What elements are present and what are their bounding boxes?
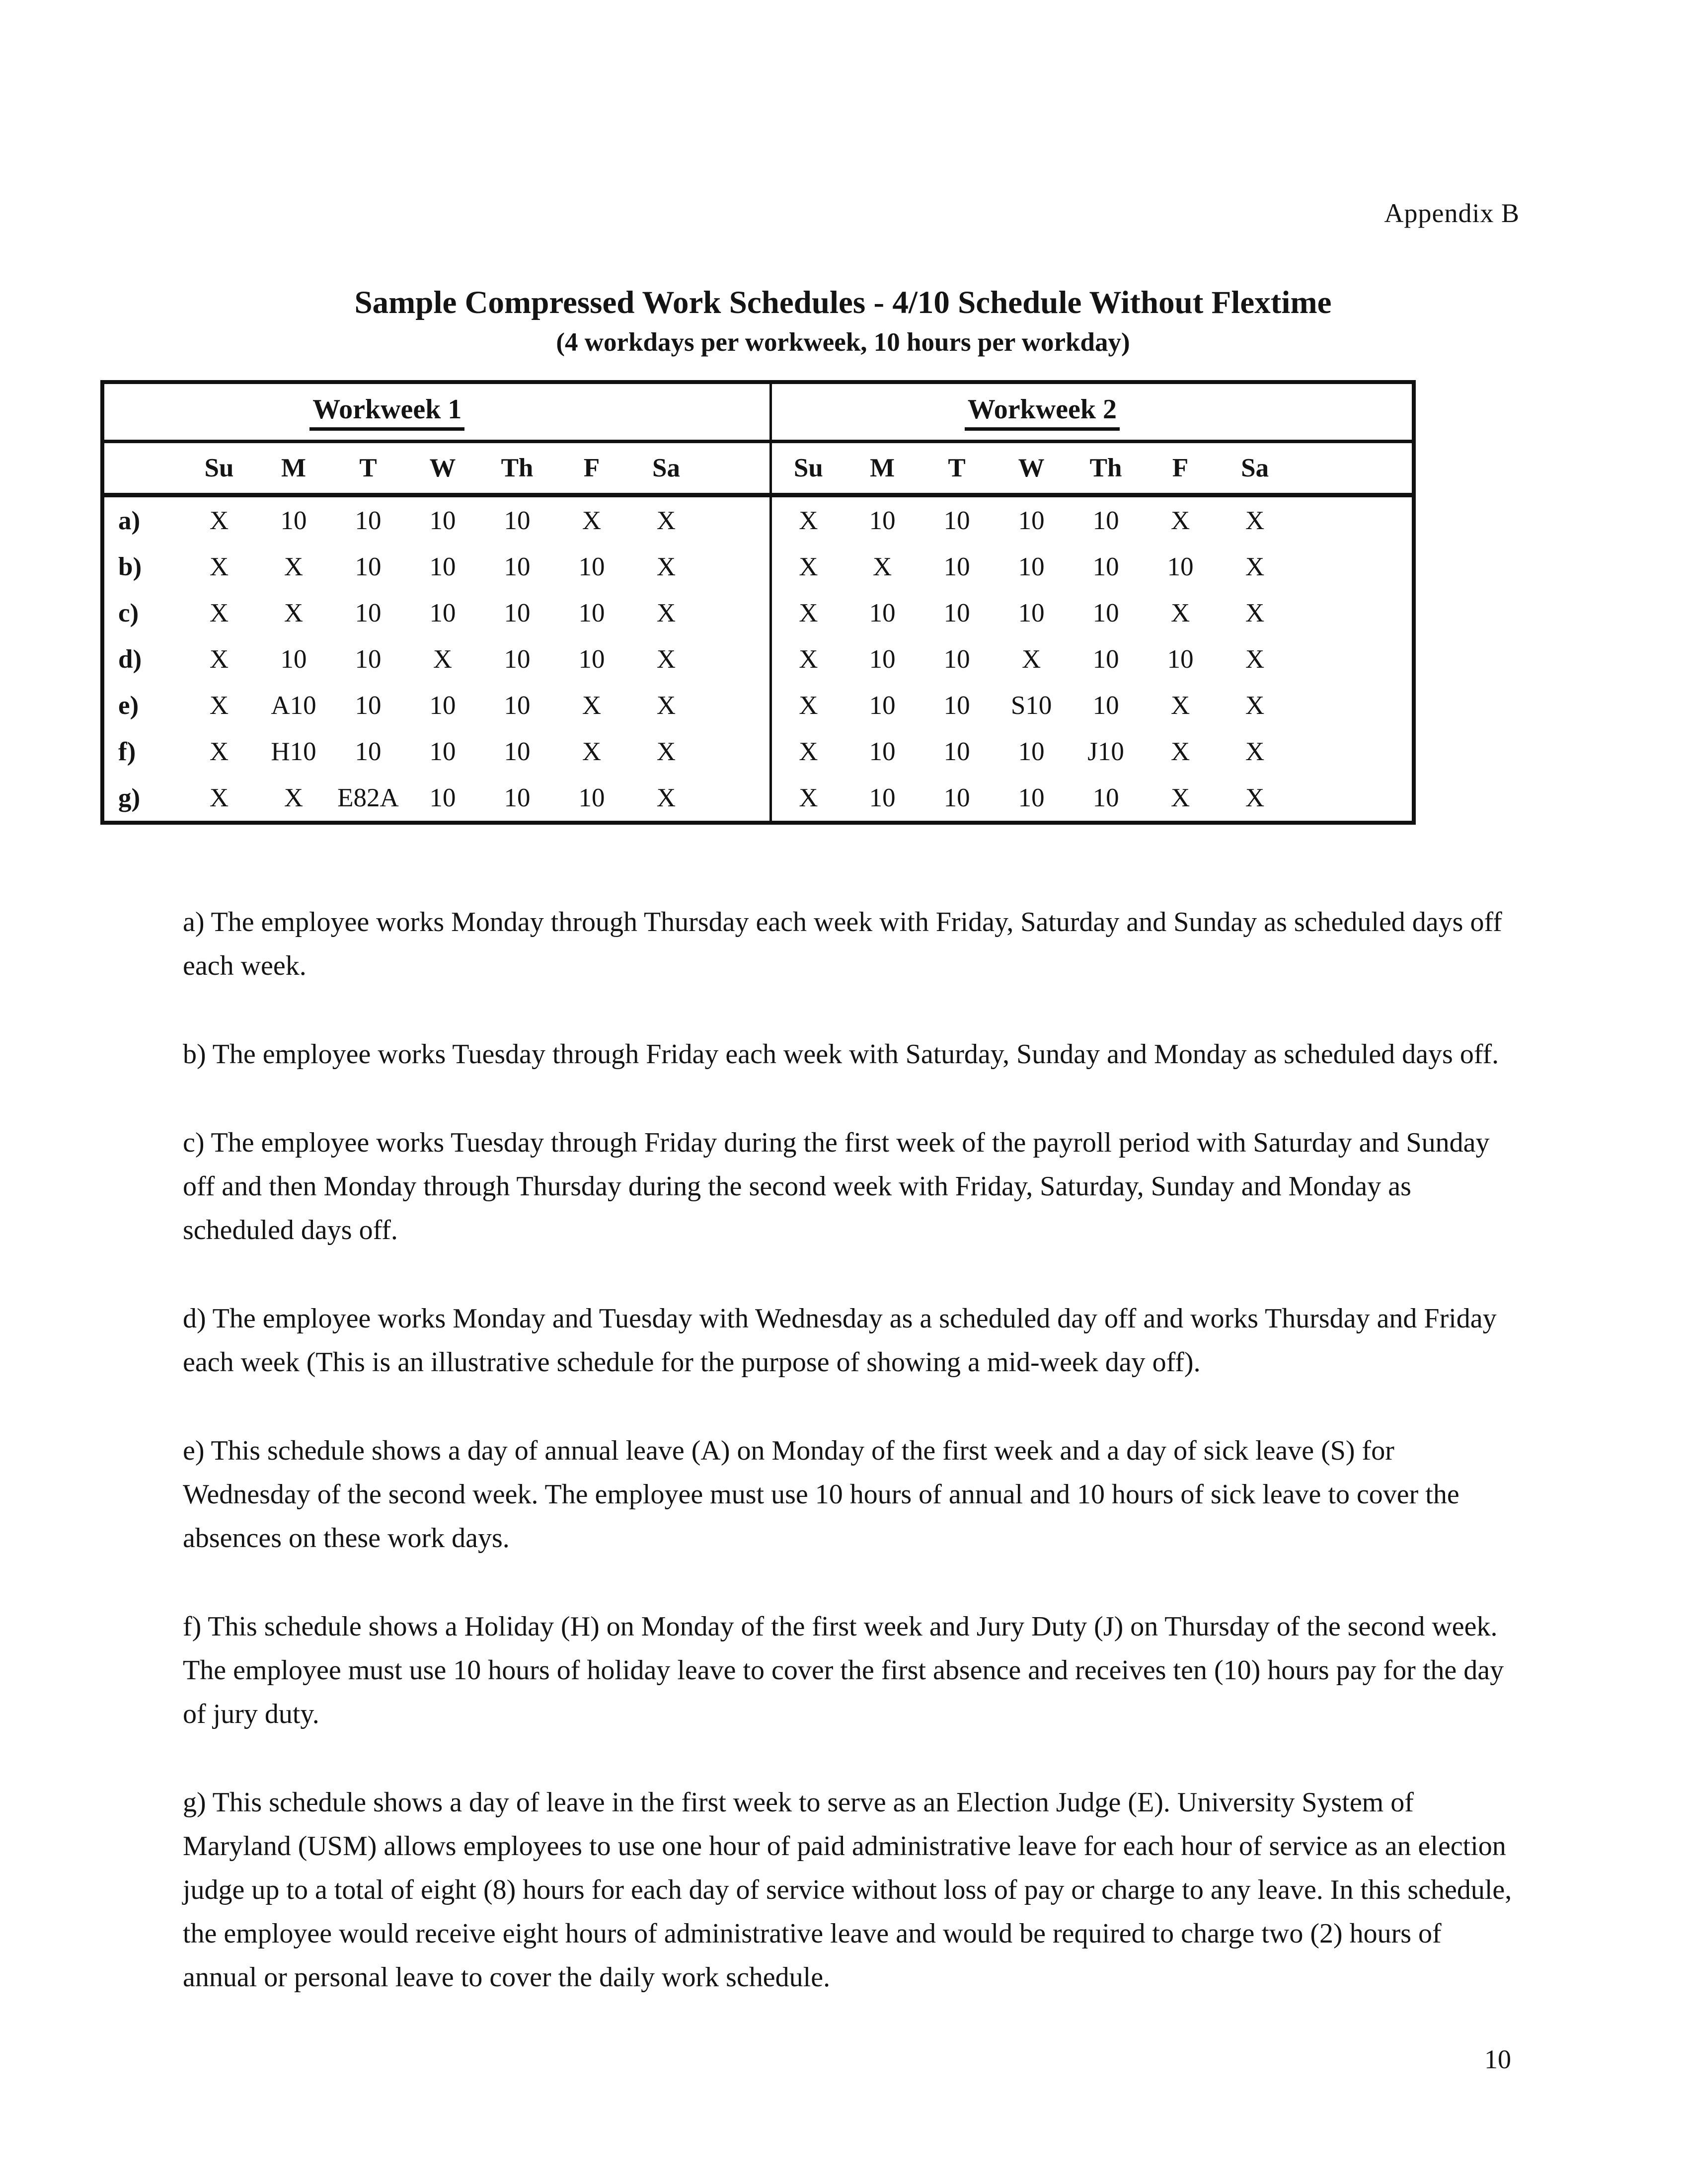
schedule-cell: X — [656, 644, 676, 674]
schedule-cell: 10 — [869, 737, 896, 766]
spacer-cell — [1292, 495, 1414, 544]
schedule-cell: 10 — [355, 552, 382, 581]
row-label: f) — [118, 737, 136, 766]
spacer-cell — [703, 544, 770, 590]
schedule-cell: X — [433, 644, 453, 674]
schedule-cell: X — [209, 783, 229, 812]
schedule-cell: X — [1170, 783, 1190, 812]
schedule-cell: X — [799, 691, 818, 720]
schedule-cell: X — [656, 506, 676, 535]
schedule-cell: 10 — [1167, 552, 1194, 581]
workweek-header-row — [102, 382, 1414, 442]
table-row — [102, 544, 1414, 590]
schedule-cell: 10 — [504, 506, 531, 535]
schedule-cell: X — [1245, 506, 1265, 535]
schedule-cell: X — [1245, 598, 1265, 627]
spacer-cell — [1292, 775, 1414, 823]
schedule-cell: 10 — [429, 783, 456, 812]
row-label: c) — [118, 598, 139, 627]
schedule-cell: X — [1245, 737, 1265, 766]
day-header-row — [102, 442, 1414, 495]
schedule-cell: E82A — [337, 783, 399, 812]
schedule-cell: 10 — [1092, 552, 1119, 581]
schedule-cell: 10 — [504, 737, 531, 766]
day-header-sa-2: Sa — [1218, 442, 1292, 495]
day-header-t: T — [331, 442, 405, 495]
spacer-cell — [703, 682, 770, 728]
table-row — [102, 495, 1414, 544]
schedule-cell: 10 — [1018, 598, 1045, 627]
schedule-cell: J10 — [1087, 737, 1124, 766]
spacer-cell — [703, 590, 770, 636]
schedule-cell: 10 — [1018, 737, 1045, 766]
spacer-cell — [1292, 682, 1414, 728]
schedule-cell: X — [656, 552, 676, 581]
schedule-cell: X — [1245, 783, 1265, 812]
schedule-cell: X — [1170, 506, 1190, 535]
workweek2-header: Workweek 2 — [965, 393, 1120, 431]
schedule-cell: 10 — [1167, 644, 1194, 674]
schedule-cell: X — [1245, 552, 1265, 581]
page-subtitle: (4 workdays per workweek, 10 hours per workday) — [556, 328, 1130, 357]
schedule-cell: 10 — [578, 644, 605, 674]
schedule-cell: 10 — [355, 644, 382, 674]
note-paragraph-f: f) This schedule shows a Holiday (H) on Monday of the first week and Jury Duty (J) on Thursday of the second week. The employee must use 10 hours of holiday leave to cover the first absence and receives ten (10) hours pay for the day of jury duty. — [183, 1611, 1504, 1729]
schedule-cell: 10 — [429, 691, 456, 720]
schedule-cell: X — [872, 552, 892, 581]
day-header-w: W — [405, 442, 480, 495]
schedule-cell: A10 — [271, 691, 316, 720]
schedule-cell: 10 — [943, 506, 970, 535]
schedule-cell: 10 — [869, 506, 896, 535]
day-header-sa: Sa — [629, 442, 703, 495]
schedule-cell: 10 — [1092, 598, 1119, 627]
schedule-cell: 10 — [355, 691, 382, 720]
spacer-cell — [1292, 728, 1414, 775]
schedule-cell: X — [209, 598, 229, 627]
schedule-cell: X — [1170, 691, 1190, 720]
schedule-cell: 10 — [504, 644, 531, 674]
label-column-header — [102, 442, 182, 495]
schedule-cell: X — [799, 552, 818, 581]
schedule-cell: X — [284, 552, 304, 581]
note-paragraph-e: e) This schedule shows a day of annual leave (A) on Monday of the first week and a day of sick leave (S) for Wednesday of the second week. The employee must use 10 hours of annual and 10 hours of sick leave to cover the absences on these work days. — [183, 1435, 1459, 1554]
schedule-cell: X — [1170, 598, 1190, 627]
schedule-cell: 10 — [578, 598, 605, 627]
schedule-cell: 10 — [943, 644, 970, 674]
schedule-cell: X — [582, 737, 602, 766]
day-header-m-2: M — [845, 442, 920, 495]
schedule-cell: 10 — [1018, 506, 1045, 535]
schedule-cell: X — [799, 737, 818, 766]
schedule-cell: 10 — [1092, 691, 1119, 720]
schedule-cell: 10 — [1092, 506, 1119, 535]
row-label: g) — [118, 783, 141, 812]
workweek1-header-cell — [102, 382, 770, 442]
schedule-table-body — [102, 495, 1414, 823]
schedule-cell: 10 — [869, 598, 896, 627]
schedule-cell: 10 — [869, 691, 896, 720]
page-number: 10 — [1484, 2044, 1511, 2074]
day-header-f: F — [554, 442, 629, 495]
schedule-cell: X — [582, 506, 602, 535]
schedule-cell: X — [1170, 737, 1190, 766]
schedule-cell: X — [582, 691, 602, 720]
schedule-cell: 10 — [280, 506, 307, 535]
spacer-cell — [1292, 636, 1414, 682]
row-label: d) — [118, 644, 142, 674]
schedule-cell: X — [656, 737, 676, 766]
table-row — [102, 636, 1414, 682]
schedule-cell: X — [209, 737, 229, 766]
workweek1-header: Workweek 1 — [309, 393, 464, 431]
day-header-su: Su — [182, 442, 256, 495]
schedule-cell: 10 — [943, 552, 970, 581]
schedule-cell: 10 — [943, 783, 970, 812]
schedule-cell: 10 — [355, 506, 382, 535]
note-paragraph-d: d) The employee works Monday and Tuesday with Wednesday as a scheduled day off and works Thursday and Friday each week (This is an illustrative schedule for the purpose of showing a mid-week day off). — [183, 1303, 1497, 1378]
schedule-cell: H10 — [271, 737, 316, 766]
schedule-cell: 10 — [429, 737, 456, 766]
schedule-cell: X — [799, 644, 818, 674]
day-header-t-2: T — [920, 442, 994, 495]
schedule-cell: 10 — [1092, 644, 1119, 674]
workweek2-header-cell — [770, 382, 1414, 442]
schedule-cell: S10 — [1010, 691, 1052, 720]
schedule-cell: X — [1245, 644, 1265, 674]
schedule-cell: 10 — [429, 552, 456, 581]
schedule-cell: 10 — [504, 598, 531, 627]
schedule-cell: 10 — [355, 737, 382, 766]
schedule-cell: 10 — [869, 644, 896, 674]
schedule-cell: 10 — [1018, 783, 1045, 812]
schedule-cell: X — [656, 783, 676, 812]
page-title: Sample Compressed Work Schedules - 4/10 Schedule Without Flextime — [354, 285, 1332, 320]
schedule-cell: 10 — [280, 644, 307, 674]
note-paragraph-a: a) The employee works Monday through Thursday each week with Friday, Saturday and Sunday as scheduled days off each week. — [183, 907, 1502, 981]
schedule-cell: X — [209, 644, 229, 674]
spacer-cell — [703, 495, 770, 544]
schedule-cell: 10 — [504, 691, 531, 720]
schedule-cell: X — [284, 783, 304, 812]
schedule-cell: 10 — [429, 506, 456, 535]
schedule-cell: 10 — [943, 691, 970, 720]
note-paragraph-g: g) This schedule shows a day of leave in the first week to serve as an Election Judge (E). University System of Maryland (USM) allows employees to use one hour of paid administrative leave for each hour of service as an election judge up to a total of eight (8) hours for each day of service without loss of pay or charge to any leave. In this schedule, the employee would receive eight hours of administrative leave and would be required to charge two (2) hours of annual or personal leave to cover the daily work schedule. — [183, 1787, 1512, 1993]
schedule-cell: 10 — [578, 783, 605, 812]
schedule-cell: X — [656, 691, 676, 720]
schedule-cell: X — [209, 506, 229, 535]
day-header-f-2: F — [1143, 442, 1218, 495]
table-row — [102, 682, 1414, 728]
schedule-cell: 10 — [504, 783, 531, 812]
table-row — [102, 590, 1414, 636]
spacer-cell — [1292, 442, 1414, 495]
day-header-m: M — [256, 442, 331, 495]
spacer-cell — [703, 442, 770, 495]
row-label: e) — [118, 691, 139, 720]
schedule-cell: 10 — [943, 598, 970, 627]
schedule-cell: 10 — [578, 552, 605, 581]
schedule-table — [100, 380, 1416, 825]
note-paragraph-c: c) The employee works Tuesday through Friday during the first week of the payroll period with Saturday and Sunday off and then Monday through Thursday during the second week with Friday, Saturday, Sunday and Monday as scheduled days off. — [183, 1127, 1490, 1246]
schedule-cell: 10 — [943, 737, 970, 766]
spacer-cell — [1292, 590, 1414, 636]
schedule-cell: X — [209, 552, 229, 581]
day-header-w-2: W — [994, 442, 1069, 495]
table-row — [102, 775, 1414, 823]
schedule-cell: X — [1021, 644, 1041, 674]
schedule-cell: 10 — [504, 552, 531, 581]
schedule-cell: X — [799, 506, 818, 535]
spacer-cell — [1292, 544, 1414, 590]
schedule-cell: X — [799, 783, 818, 812]
schedule-cell: X — [656, 598, 676, 627]
day-header-su-2: Su — [770, 442, 845, 495]
schedule-cell: X — [799, 598, 818, 627]
spacer-cell — [703, 728, 770, 775]
row-label: b) — [118, 552, 142, 581]
table-row — [102, 728, 1414, 775]
appendix-label: Appendix B — [1384, 198, 1520, 228]
schedule-cell: 10 — [869, 783, 896, 812]
day-header-th-2: Th — [1069, 442, 1143, 495]
day-header-th: Th — [480, 442, 554, 495]
note-paragraph-b: b) The employee works Tuesday through Friday each week with Saturday, Sunday and Monday as scheduled days off. — [183, 1039, 1499, 1070]
notes-section — [183, 900, 1517, 1999]
row-label: a) — [118, 506, 141, 535]
spacer-cell — [703, 636, 770, 682]
schedule-cell: X — [284, 598, 304, 627]
schedule-cell: X — [209, 691, 229, 720]
schedule-cell: 10 — [1018, 552, 1045, 581]
schedule-cell: 10 — [1092, 783, 1119, 812]
schedule-cell: 10 — [429, 598, 456, 627]
spacer-cell — [703, 775, 770, 823]
schedule-cell: X — [1245, 691, 1265, 720]
schedule-cell: 10 — [355, 598, 382, 627]
